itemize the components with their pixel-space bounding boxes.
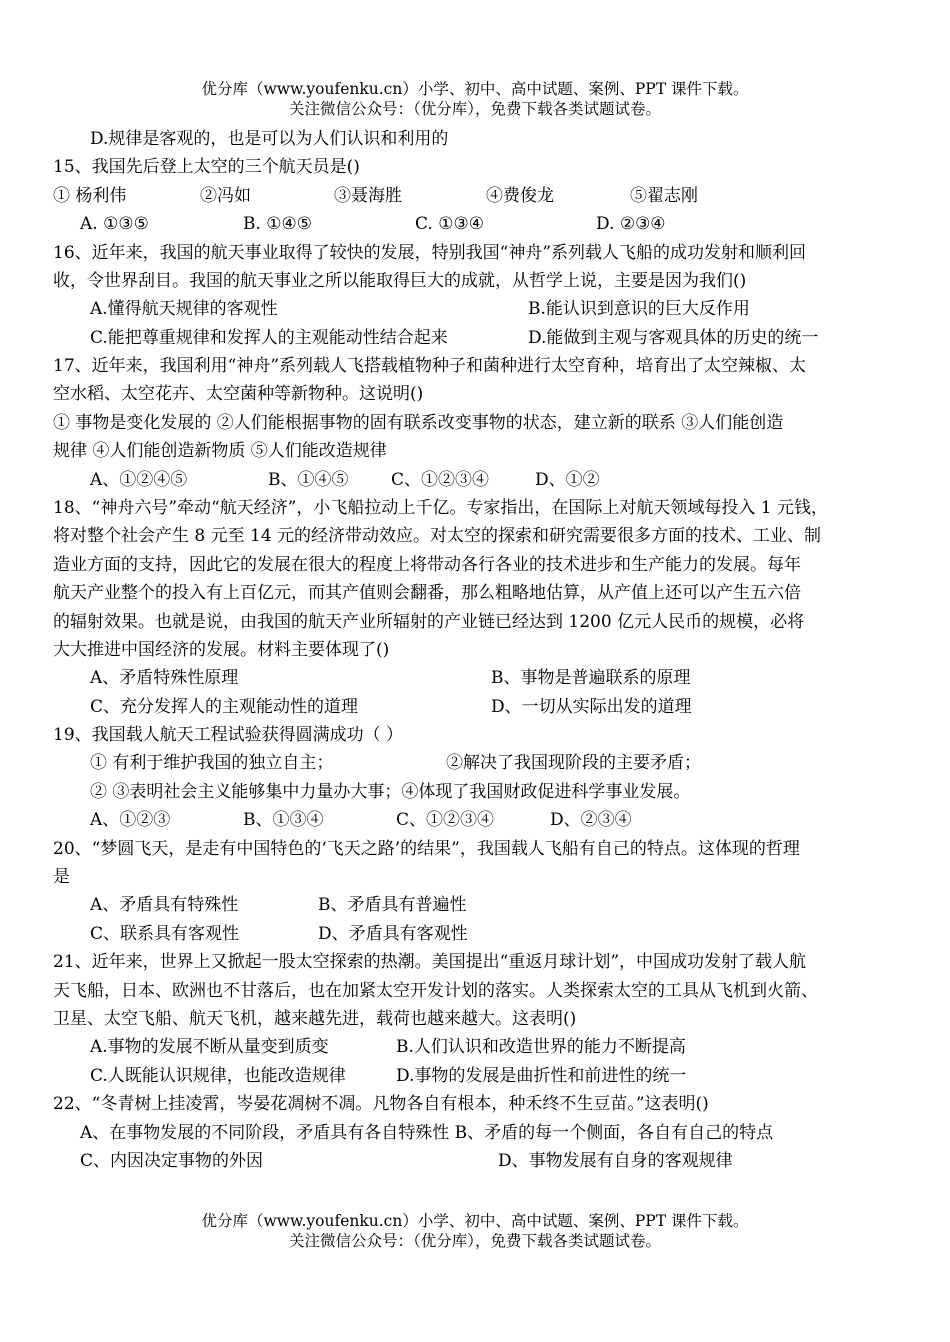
q16-option-c: C.能把尊重规律和发挥人的主观能动性结合起来 — [90, 328, 448, 348]
q18-stem-line1: 18、“神舟六号”牵动“航天经济”，小飞船拉动上千亿。专家指出，在国际上对航天领域每投入 1 元钱， — [53, 498, 829, 518]
q16-stem-line1: 16、近年来，我国的航天事业取得了较快的发展，特别我国“神舟”系列载人飞船的成功发射和顺利回 — [53, 243, 807, 263]
q14-option-d: D.规律是客观的，也是可以为人们认识和利用的 — [90, 129, 449, 149]
q18-stem-line6: 大大推进中国经济的发展。材料主要体现了() — [53, 640, 390, 660]
q15-item-3: ③聂海胜 — [334, 186, 402, 206]
q17-items-line2: 规律 ④人们能创造新物质 ⑤人们能改造规律 — [53, 441, 387, 461]
q16-stem-line2: 收，令世界刮目。我国的航天事业之所以能取得巨大的成就，从哲学上说，主要是因为我们() — [53, 271, 747, 291]
q21-option-b: B.人们认识和改造世界的能力不断提高 — [396, 1037, 686, 1057]
q15-option-b: B. ①④⑤ — [243, 214, 313, 234]
q17-stem-line2: 空水稻、太空花卉、太空菌种等新物种。这说明() — [53, 384, 424, 404]
q17-option-b: B、①④⑤ — [268, 470, 349, 490]
page-footer-line1: 优分库（www.youfenku.cn）小学、初中、高中试题、案例、PPT 课件下载。 — [201, 1212, 749, 1230]
q20-stem-line2: 是 — [53, 867, 70, 887]
q20-option-b: B、矛盾具有普遍性 — [318, 895, 467, 915]
q15-stem: 15、我国先后登上太空的三个航天员是() — [53, 157, 360, 177]
q19-item-1: ① 有利于维护我国的独立自主； — [90, 753, 334, 773]
q20-option-d: D、矛盾具有客观性 — [318, 924, 468, 944]
q21-stem-line2: 天飞船，日本、欧洲也不甘落后，也在加紧太空开发计划的落实。人类探索太空的工具从飞机到火箭、 — [53, 981, 818, 1001]
q15-item-4: ④费俊龙 — [486, 186, 554, 206]
page-footer-line2: 关注微信公众号：（优分库），免费下载各类试题试卷。 — [288, 1232, 661, 1250]
page-header-line1: 优分库（www.youfenku.cn）小学、初中、高中试题、案例、PPT 课件下载。 — [201, 80, 749, 98]
q20-option-c: C、联系具有客观性 — [90, 924, 240, 944]
q18-stem-line5: 的辐射效果。也就是说，由我国的航天产业所辐射的产业链已经达到 1200 亿元人民币的规模，必将 — [53, 612, 805, 632]
q18-option-c: C、充分发挥人的主观能动性的道理 — [90, 697, 359, 717]
q21-option-a: A.事物的发展不断从量变到质变 — [90, 1037, 329, 1057]
q18-stem-line4: 航天产业整个的投入有上百亿元，而其产值则会翻番，那么粗略地估算，从产值上还可以产生五六倍 — [53, 583, 801, 603]
q22-stem: 22、“冬青树上挂凌霄，岑晏花凋树不凋。凡物各自有根本，种禾终不生豆苗。”这表明() — [53, 1094, 709, 1114]
q22-option-c: C、内因决定事物的外因 — [80, 1151, 264, 1171]
q19-item-3: ② ③表明社会主义能够集中力量办大事；④体现了我国财政促进科学事业发展。 — [90, 782, 691, 802]
q17-option-d: D、①② — [535, 470, 600, 490]
q19-option-d: D、②③④ — [550, 810, 632, 830]
q15-item-5: ⑤翟志刚 — [630, 186, 698, 206]
q15-option-c: C. ①③④ — [415, 214, 484, 234]
q19-stem: 19、我国载人航天工程试验获得圆满成功（ ） — [53, 725, 404, 745]
q17-stem-line1: 17、近年来，我国利用“神舟”系列载人飞搭载植物种子和菌种进行太空育种，培育出了太空辣椒、太 — [53, 356, 807, 376]
q19-item-2: ②解决了我国现阶段的主要矛盾； — [446, 753, 701, 773]
q15-item-2: ②冯如 — [200, 186, 251, 206]
q21-option-d: D.事物的发展是曲折性和前进性的统一 — [396, 1066, 687, 1086]
q18-stem-line3: 造业方面的支持，因此它的发展在很大的程度上将带动各行各业的技术进步和生产能力的发展。每年 — [53, 555, 801, 575]
q16-option-a: A.懂得航天规律的客观性 — [90, 299, 278, 319]
q21-stem-line1: 21、近年来，世界上又掀起一股太空探索的热潮。美国提出“重返月球计划”，中国成功发射了载人航 — [53, 952, 807, 972]
q22-option-ab: A、在事物发展的不同阶段，矛盾具有各自特殊性 B、矛盾的每一个侧面，各自有自己的特点 — [80, 1123, 774, 1143]
q17-option-a: A、①②④⑤ — [90, 470, 188, 490]
q21-option-c: C.人既能认识规律，也能改造规律 — [90, 1066, 346, 1086]
q15-option-a: A. ①③⑤ — [80, 214, 149, 234]
q22-option-d: D、事物发展有自身的客观规律 — [498, 1151, 733, 1171]
q20-stem-line1: 20、“梦圆飞天，是走有中国特色的‘飞天之路’的结果”，我国载人飞船有自己的特点。这体现的哲理 — [53, 839, 800, 859]
q18-option-d: D、一切从实际出发的道理 — [491, 697, 692, 717]
q18-stem-line2: 将对整个社会产生 8 元至 14 元的经济带动效应。对太空的探索和研究需要很多方面的技术、工业、制 — [53, 526, 822, 546]
q19-option-a: A、①②③ — [90, 810, 171, 830]
q21-stem-line3: 卫星、太空飞船、航天飞机，越来越先进，载荷也越来越大。这表明() — [53, 1009, 577, 1029]
q16-option-d: D.能做到主观与客观具体的历史的统一 — [528, 328, 819, 348]
q15-option-d: D. ②③④ — [596, 214, 666, 234]
q20-option-a: A、矛盾具有特殊性 — [90, 895, 239, 915]
q15-item-1: ① 杨利伟 — [53, 186, 127, 206]
q19-option-c: C、①②③④ — [396, 810, 495, 830]
q18-option-a: A、矛盾特殊性原理 — [90, 668, 239, 688]
q17-items-line1: ① 事物是变化发展的 ②人们能根据事物的固有联系改变事物的状态，建立新的联系 ③人们能创造 — [53, 413, 784, 433]
q18-option-b: B、事物是普遍联系的原理 — [491, 668, 691, 688]
page-header-line2: 关注微信公众号：（优分库），免费下载各类试题试卷。 — [288, 100, 661, 118]
q19-option-b: B、①③④ — [243, 810, 324, 830]
q17-option-c: C、①②③④ — [391, 470, 490, 490]
q16-option-b: B.能认识到意识的巨大反作用 — [528, 299, 750, 319]
